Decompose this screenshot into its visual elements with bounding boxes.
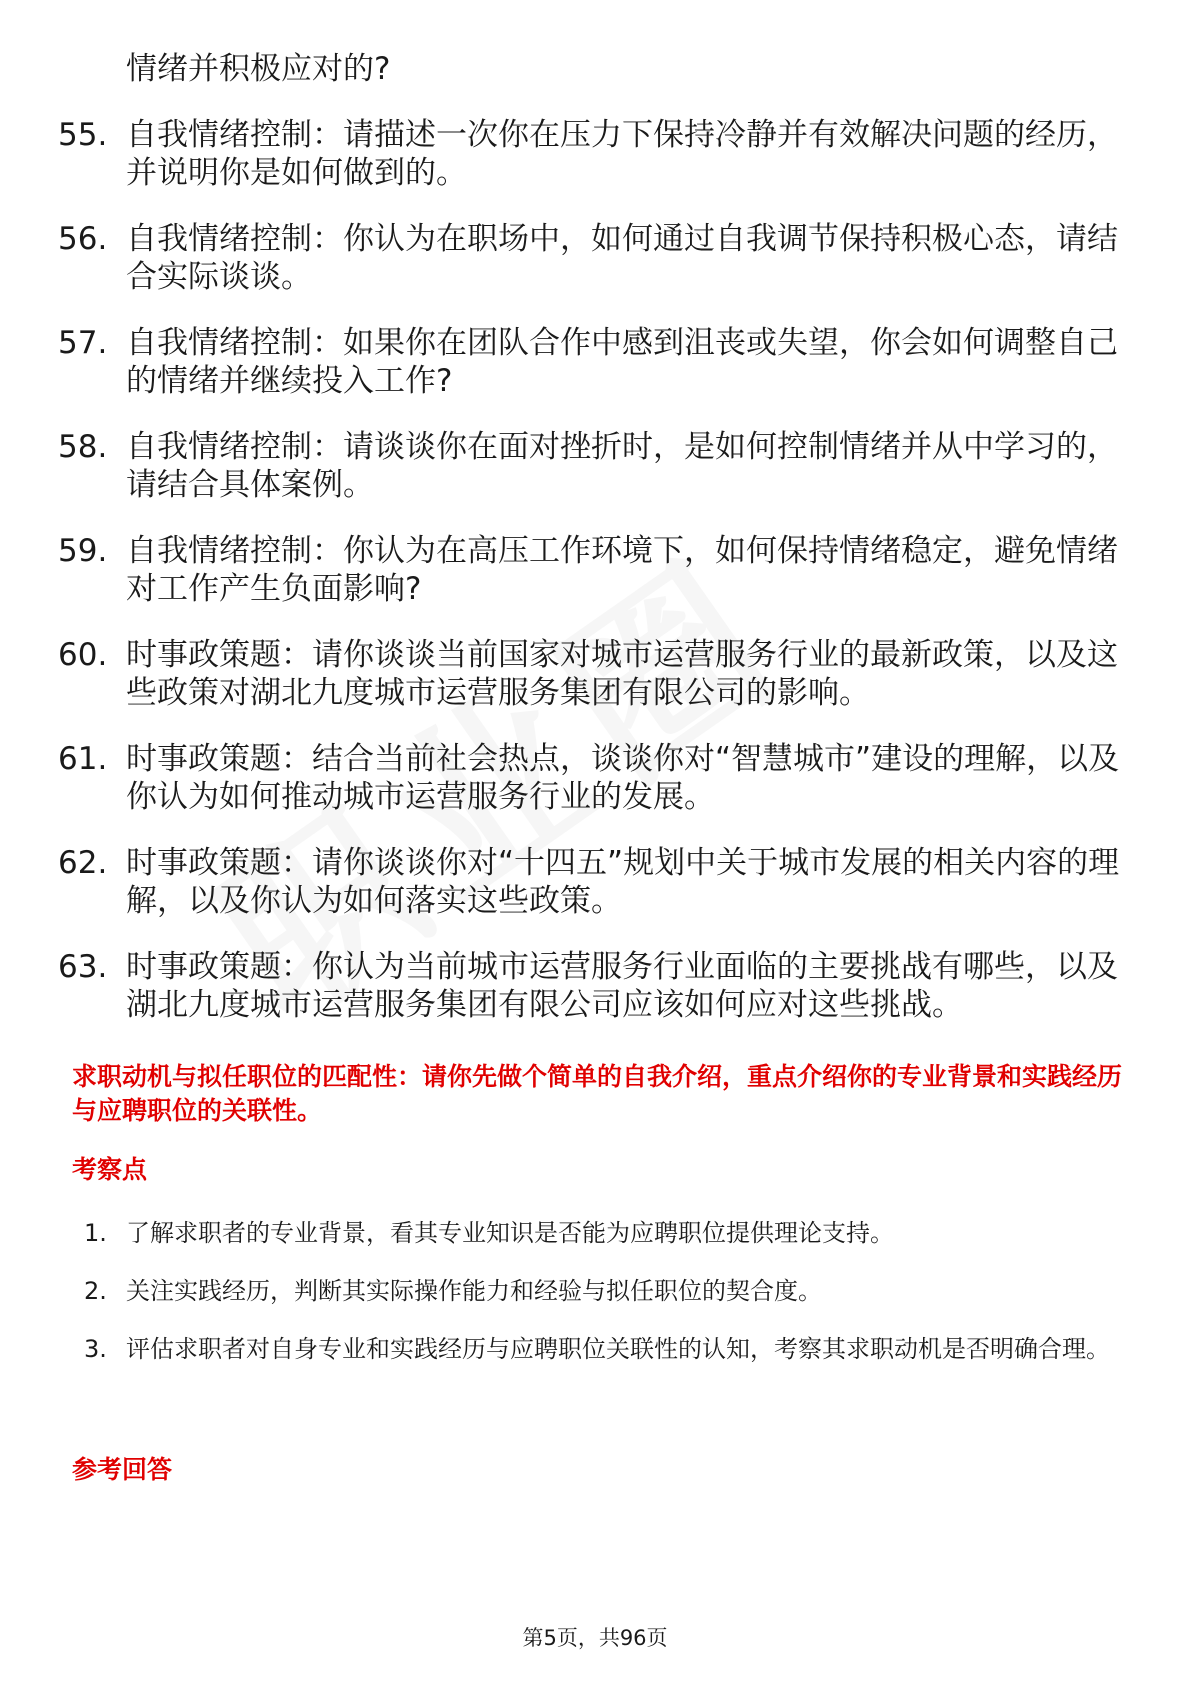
question-text: 时事政策题：请你谈谈你对“十四五”规划中关于城市发展的相关内容的理解，以及你认为如何落实这些政策。 xyxy=(126,845,1120,919)
question-number: 59. xyxy=(58,533,108,569)
question-text: 时事政策题：结合当前社会热点，谈谈你对“智慧城市”建设的理解，以及你认为如何推动城市运营服务行业的发展。 xyxy=(126,741,1120,815)
answer-title-block xyxy=(72,1450,1122,1486)
question-item xyxy=(58,324,1128,400)
question-text: 时事政策题：你认为当前城市运营服务行业面临的主要挑战有哪些，以及湖北九度城市运营服务集团有限公司应该如何应对这些挑战。 xyxy=(126,949,1118,1023)
point-item xyxy=(84,1204,1124,1262)
point-number: 2. xyxy=(84,1277,107,1305)
question-number: 58. xyxy=(58,429,108,465)
question-item xyxy=(58,428,1128,504)
point-text: 了解求职者的专业背景，看其专业知识是否能为应聘职位提供理论支持。 xyxy=(126,1219,894,1247)
point-item xyxy=(84,1320,1124,1378)
question-text: 自我情绪控制：如果你在团队合作中感到沮丧或失望，你会如何调整自己的情绪并继续投入工作? xyxy=(126,325,1118,399)
point-number: 1. xyxy=(84,1219,107,1247)
question-text: 自我情绪控制：请描述一次你在压力下保持冷静并有效解决问题的经历，并说明你是如何做到的。 xyxy=(126,117,1118,191)
point-number: 3. xyxy=(84,1335,107,1363)
question-number: 56. xyxy=(58,221,108,257)
page-number: 第5页，共96页 xyxy=(522,1626,668,1650)
question-number: 62. xyxy=(58,845,108,881)
question-number: 60. xyxy=(58,637,108,673)
question-text: 自我情绪控制：请谈谈你在面对挫折时，是如何控制情绪并从中学习的，请结合具体案例。 xyxy=(126,429,1118,503)
question-number: 63. xyxy=(58,949,108,985)
question-item xyxy=(58,116,1128,192)
question-text: 时事政策题：请你谈谈当前国家对城市运营服务行业的最新政策，以及这些政策对湖北九度城市运营服务集团有限公司的影响。 xyxy=(126,637,1118,711)
point-item xyxy=(84,1262,1124,1320)
question-list xyxy=(58,50,1128,1024)
question-number: 57. xyxy=(58,325,108,361)
question-text: 自我情绪控制：你认为在职场中，如何通过自我调节保持积极心态，请结合实际谈谈。 xyxy=(126,221,1118,295)
section-heading-block xyxy=(72,1060,1122,1128)
question-item xyxy=(58,948,1128,1024)
points-title-block xyxy=(72,1150,1122,1186)
question-number: 55. xyxy=(58,117,108,153)
question-item xyxy=(58,532,1128,608)
answer-title: 参考回答 xyxy=(72,1455,173,1484)
question-item xyxy=(58,636,1128,712)
section-heading: 求职动机与拟任职位的匹配性：请你先做个简单的自我介绍，重点介绍你的专业背景和实践经历与应聘职位的关联性。 xyxy=(72,1062,1123,1125)
point-text: 关注实践经历，判断其实际操作能力和经验与拟任职位的契合度。 xyxy=(126,1277,822,1305)
question-text: 自我情绪控制：你认为在高压工作环境下，如何保持情绪稳定，避免情绪对工作产生负面影响? xyxy=(126,533,1118,607)
question-continuation: 情绪并积极应对的? xyxy=(126,51,391,87)
points-title: 考察点 xyxy=(72,1155,148,1184)
question-item xyxy=(58,740,1128,816)
points-list xyxy=(84,1204,1124,1378)
point-text: 评估求职者对自身专业和实践经历与应聘职位关联性的认知，考察其求职动机是否明确合理。 xyxy=(126,1335,1110,1363)
question-number: 61. xyxy=(58,741,108,777)
question-item xyxy=(58,220,1128,296)
question-item xyxy=(58,844,1128,920)
